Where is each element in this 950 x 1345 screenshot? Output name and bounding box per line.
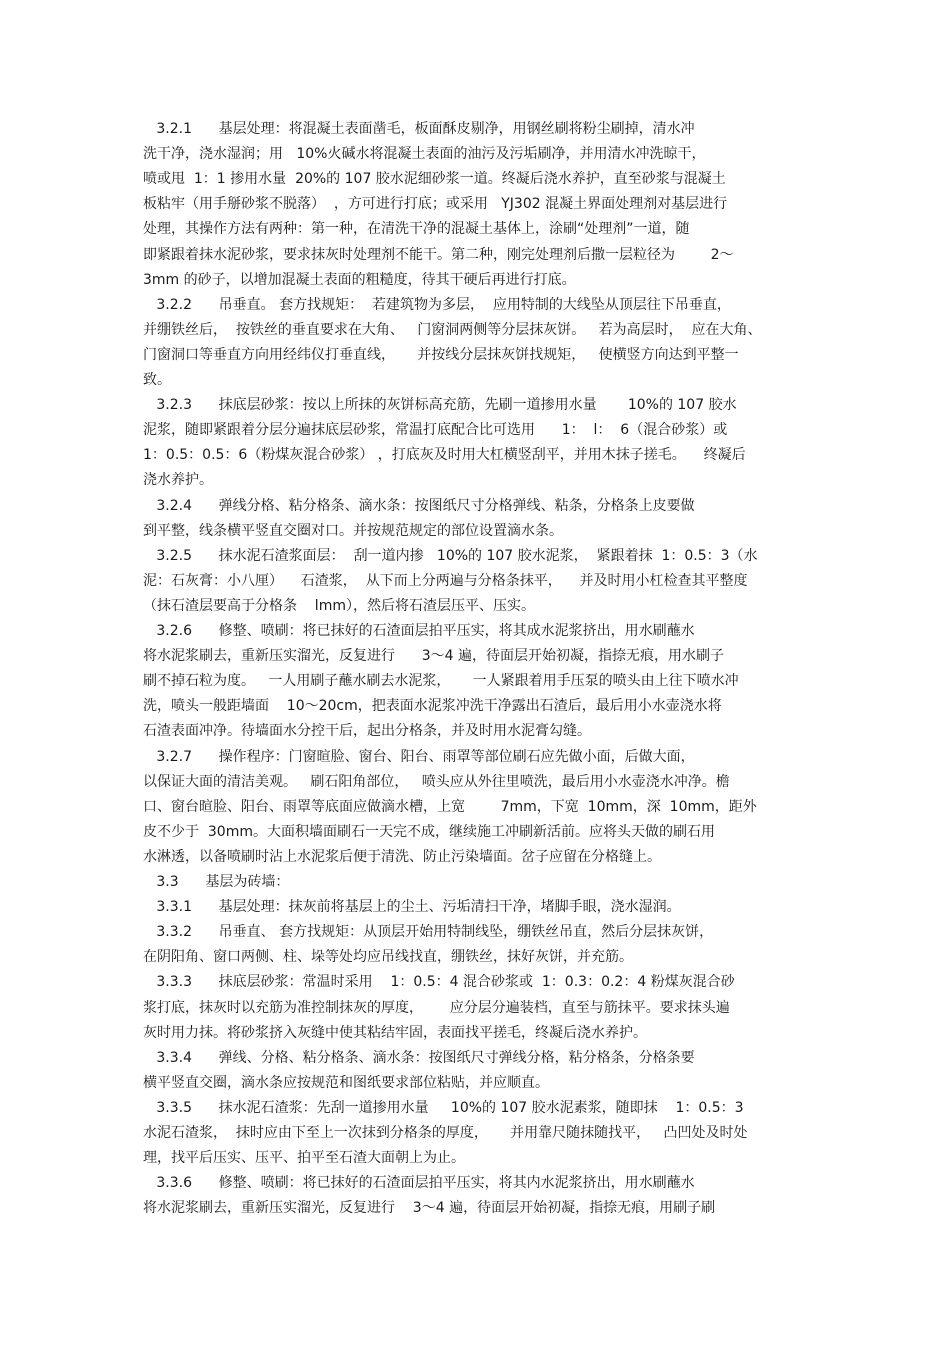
text-line: 3.3.4 弹线、分格、粘分格条、滴水条：按图纸尺寸弹线分格，粘分格条，分格条要 [143, 1049, 695, 1066]
text-line: 将水泥浆刷去，重新压实溜光，反复进行 3～4 遍，待面层开始初凝，指捺无痕，用水刷子 [143, 648, 724, 665]
text-line: （抹石渣层要高于分格条 lmm），然后将石渣层压平、压实。 [143, 597, 535, 614]
text-line: 口、窗台暄脸、阳台、雨罩等底面应做滴水槽，上宽 7mm，下宽 10mm，深 10mm，距外 [143, 798, 757, 815]
text-line: 水淋透，以备喷刷时沾上水泥浆后便于清洗、防止污染墙面。岔子应留在分格缝上。 [143, 848, 661, 865]
text-line: 1：0.5：0.5：6（粉煤灰混合砂浆） ，打底灰及时用大杠横竖刮平，并用木抹子搓毛。 终凝后 [143, 447, 746, 464]
text-line: 喷或甩 1：1 掺用水量 20%的 107 胶水泥细砂浆一道。终凝后浇水养护，直至砂浆与混凝土 [143, 171, 726, 188]
text-line: 皮不少于 30mm。大面积墙面刷石一天完不成，继续施工冲刷新活前。应将头天做的刷石用 [143, 823, 715, 840]
text-line: 3.2.2 吊垂直。 套方找规矩： 若建筑物为多层， 应用特制的大线坠从顶层往下吊垂直， [143, 296, 731, 313]
text-line: 3.2.5 抹水泥石渣浆面层： 刮一道内掺 10%的 107 胶水泥浆， 紧跟着抹 1：0.5：3（水 [143, 547, 758, 564]
text-line: 横平竖直交圈，滴水条应按规范和图纸要求部位粘贴，并应顺直。 [143, 1074, 549, 1091]
text-line: 3.2.7 操作程序：门窗暄脸、窗台、阳台、雨罩等部位刷石应先做小面，后做大面， [143, 748, 695, 765]
text-line: 将水泥浆刷去，重新压实溜光，反复进行 3～4 遍，待面层开始初凝，指捺无痕，用刷子刷 [143, 1200, 716, 1217]
text-line: 泥：石灰膏：小八厘） 石渣浆， 从下而上分两遍与分格条抹平， 并及时用小杠检查其平整度 [143, 572, 748, 589]
text-line: 3.3.3 抹底层砂浆：常温时采用 1：0.5：4 混合砂浆或 1：0.3：0.2：4 粉煤灰混合砂 [143, 974, 735, 991]
text-line: 到平整，线条横平竖直交圈对口。并按规范规定的部位设置滴水条。 [143, 522, 563, 539]
text-line: 3.2.6 修整、喷刷：将已抹好的石渣面层拍平压实，将其成水泥浆挤出，用水刷蘸水 [143, 623, 695, 639]
text-line: 处理，其操作方法有两种：第一种，在清洗干净的混凝土基体上，涂刷“处理剂”一道，随 [143, 221, 690, 238]
text-line: 3.2.1 基层处理：将混凝土表面凿毛，板面酥皮剔净，用钢丝刷将粉尘刷掉，清水冲 [143, 121, 695, 137]
text-line: 即紧跟着抹水泥砂浆，要求抹灰时处理剂不能干。第二种，刚完处理剂后撒一层粒径为 2～ [143, 246, 734, 263]
text-line: 刷不掉石粒为度。 一人用刷子蘸水刷去水泥浆， 一人紧跟着用手压泵的喷头由上往下喷水冲 [143, 673, 739, 690]
text-line: 理，找平后压实、压平、拍平至石渣大面朝上为止。 [143, 1150, 465, 1167]
text-line: 3.3.6 修整、喷刷：将已抹好的石渣面层拍平压实，将其内水泥浆挤出，用水刷蘸水 [143, 1175, 695, 1192]
text-line: 洗，喷头一般距墙面 10～20cm，把表面水泥浆冲洗干净露出石渣后，最后用小水壶浇水将 [143, 698, 722, 715]
text-line: 浇水养护。 [143, 472, 213, 489]
text-line: 3.2.3 抹底层砂浆：按以上所抹的灰饼标高充筋，先刷一道掺用水量 10%的 107 胶水 [143, 397, 737, 414]
text-line: 在阴阳角、窗口两侧、柱、垛等处均应吊线找直，绷铁丝，抹好灰饼，并充筋。 [143, 949, 633, 966]
text-line: 3.3.5 抹水泥石渣浆：先刮一道掺用水量 10%的 107 胶水泥素浆，随即抹 1：0.5：3 [143, 1099, 744, 1116]
text-line: 浆打底，抹灰时以充筋为准控制抹灰的厚度， 应分层分遍装档，直至与筋抹平。要求抹头遍 [143, 999, 730, 1016]
text-line: 致。 [143, 372, 171, 388]
text-line: 石渣表面冲净。待墙面水分控干后，起出分格条，并及时用水泥膏勾缝。 [143, 723, 591, 740]
text-line: 洗干净，浇水湿润；用 10%火碱水将混凝土表面的油污及污垢刷净，并用清水冲洗晾干， [143, 146, 706, 163]
text-line: 并绷铁丝后， 按铁丝的垂直要求在大角、 门窗洞两侧等分层抹灰饼。 若为高层时， 应在大角、 [143, 321, 762, 338]
text-line: 以保证大面的清洁美观。 刷石阳角部位， 喷头应从外往里喷洗，最后用小水壶浇水冲净。檐 [143, 773, 730, 790]
text-line: 3.3.2 吊垂直、 套方找规矩：从顶层开始用特制线坠，绷铁丝吊直，然后分层抹灰饼， [143, 924, 714, 941]
text-line: 门窗洞口等垂直方向用经纬仪打垂直线， 并按线分层抹灰饼找规矩， 使横竖方向达到平整一 [143, 346, 739, 363]
text-line: 3mm 的砂子，以增加混凝土表面的粗糙度，待其干硬后再进行打底。 [143, 271, 576, 288]
text-line: 3.3.1 基层处理：抹灰前将基层上的尘土、污垢清扫干净，堵脚手眼，浇水湿润。 [143, 899, 681, 916]
text-line: 3.3 基层为砖墙： [143, 874, 290, 890]
text-line: 水泥石渣浆， 抹时应由下至上一次抹到分格条的厚度， 并用靠尺随抹随找平， 凸凹处及时处 [143, 1125, 748, 1141]
text-line: 灰时用力抹。将砂浆挤入灰缝中使其粘结牢固，表面找平搓毛，终凝后浇水养护。 [143, 1024, 647, 1041]
text-line: 泥浆，随即紧跟着分层分遍抹底层砂浆，常温打底配合比可选用 1： l： 6（混合砂浆）或 [143, 422, 728, 439]
text-line: 3.2.4 弹线分格、粘分格条、滴水条：按图纸尺寸分格弹线、粘条，分格条上皮要做 [143, 497, 695, 514]
text-line: 板粘牢（用手掰砂浆不脱落） ，方可进行打底；或采用 YJ302 混凝土界面处理剂对基层进行 [143, 196, 728, 213]
